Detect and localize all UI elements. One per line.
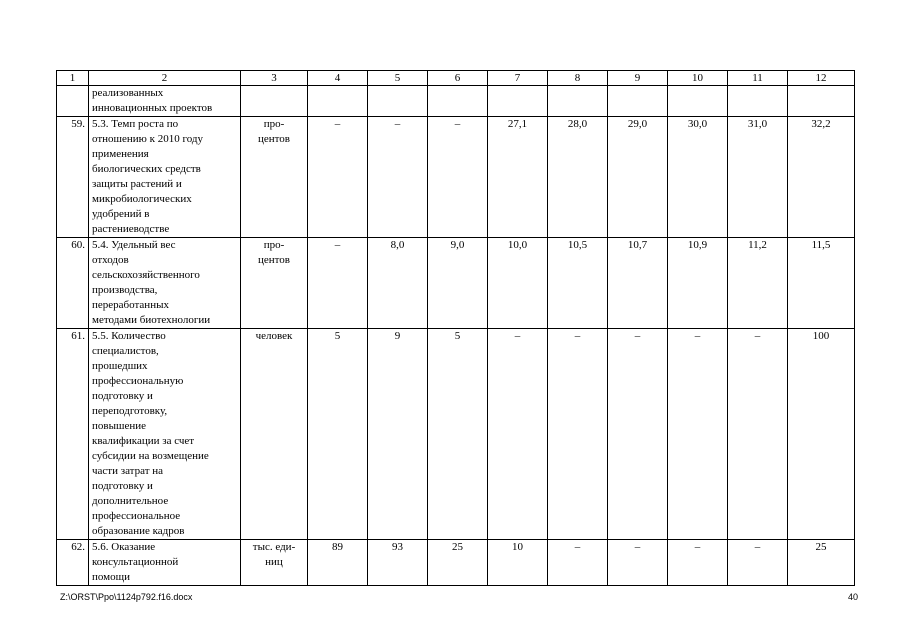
value-cell: – <box>728 540 788 586</box>
value-cell: 10 <box>488 540 548 586</box>
indicator-name-cell: 5.5. Количество специалистов, прошедших профессиональную подготовку и переподготовку, повышение квалификации за счет субсидии на возмещение части затрат на подготовку и дополнительное профессиональное образование кадров <box>89 329 241 540</box>
value-cell: – <box>308 117 368 238</box>
column-header: 9 <box>608 71 668 86</box>
row-number-cell <box>57 86 89 117</box>
value-cell: 29,0 <box>608 117 668 238</box>
indicators-table <box>56 70 855 586</box>
value-cell: – <box>308 238 368 329</box>
table-row <box>57 540 855 586</box>
value-cell: 28,0 <box>548 117 608 238</box>
value-cell: – <box>608 540 668 586</box>
value-cell: – <box>548 540 608 586</box>
unit-cell: про- центов <box>241 117 308 238</box>
value-cell: 93 <box>368 540 428 586</box>
row-number-cell: 60. <box>57 238 89 329</box>
table-header-row <box>57 71 855 86</box>
value-cell: 5 <box>428 329 488 540</box>
value-cell: 10,0 <box>488 238 548 329</box>
value-cell: 9 <box>368 329 428 540</box>
value-cell: 10,7 <box>608 238 668 329</box>
value-cell: 10,5 <box>548 238 608 329</box>
value-cell: – <box>548 329 608 540</box>
column-header: 3 <box>241 71 308 86</box>
value-cell <box>368 86 428 117</box>
value-cell: 9,0 <box>428 238 488 329</box>
value-cell: 8,0 <box>368 238 428 329</box>
value-cell: 5 <box>308 329 368 540</box>
column-header: 8 <box>548 71 608 86</box>
value-cell <box>308 86 368 117</box>
value-cell: – <box>668 540 728 586</box>
indicator-name-cell: 5.4. Удельный вес отходов сельскохозяйственного производства, переработанных методами биотехнологии <box>89 238 241 329</box>
value-cell: 31,0 <box>728 117 788 238</box>
value-cell <box>428 86 488 117</box>
column-header: 12 <box>788 71 855 86</box>
footer-file-path: Z:\ORST\Ppo\1124p792.f16.docx <box>60 592 193 602</box>
unit-cell: человек <box>241 329 308 540</box>
unit-cell: тыс. еди- ниц <box>241 540 308 586</box>
column-header: 4 <box>308 71 368 86</box>
column-header: 1 <box>57 71 89 86</box>
value-cell: 100 <box>788 329 855 540</box>
value-cell: 30,0 <box>668 117 728 238</box>
row-number-cell: 61. <box>57 329 89 540</box>
row-number-cell: 59. <box>57 117 89 238</box>
value-cell <box>608 86 668 117</box>
indicator-name-cell: 5.3. Темп роста по отношению к 2010 году применения биологических средств защиты растений и микробиологических удобрений в растениеводстве <box>89 117 241 238</box>
indicator-name-cell: 5.6. Оказание консультационной помощи <box>89 540 241 586</box>
value-cell: 27,1 <box>488 117 548 238</box>
table-row <box>57 329 855 540</box>
table-row <box>57 238 855 329</box>
value-cell <box>728 86 788 117</box>
value-cell: – <box>428 117 488 238</box>
column-header: 6 <box>428 71 488 86</box>
value-cell: 25 <box>788 540 855 586</box>
value-cell <box>668 86 728 117</box>
row-number-cell: 62. <box>57 540 89 586</box>
indicator-name-cell: реализованных инновационных проектов <box>89 86 241 117</box>
value-cell <box>548 86 608 117</box>
value-cell: 11,5 <box>788 238 855 329</box>
value-cell: – <box>668 329 728 540</box>
value-cell: 10,9 <box>668 238 728 329</box>
page-number: 40 <box>847 592 858 602</box>
table-row <box>57 86 855 117</box>
column-header: 5 <box>368 71 428 86</box>
value-cell: – <box>368 117 428 238</box>
table-row <box>57 117 855 238</box>
value-cell: 11,2 <box>728 238 788 329</box>
value-cell <box>788 86 855 117</box>
column-header: 2 <box>89 71 241 86</box>
unit-cell <box>241 86 308 117</box>
value-cell: 89 <box>308 540 368 586</box>
value-cell: – <box>728 329 788 540</box>
value-cell: 32,2 <box>788 117 855 238</box>
value-cell: 25 <box>428 540 488 586</box>
column-header: 11 <box>728 71 788 86</box>
column-header: 7 <box>488 71 548 86</box>
unit-cell: про- центов <box>241 238 308 329</box>
value-cell: – <box>608 329 668 540</box>
value-cell: – <box>488 329 548 540</box>
value-cell <box>488 86 548 117</box>
column-header: 10 <box>668 71 728 86</box>
